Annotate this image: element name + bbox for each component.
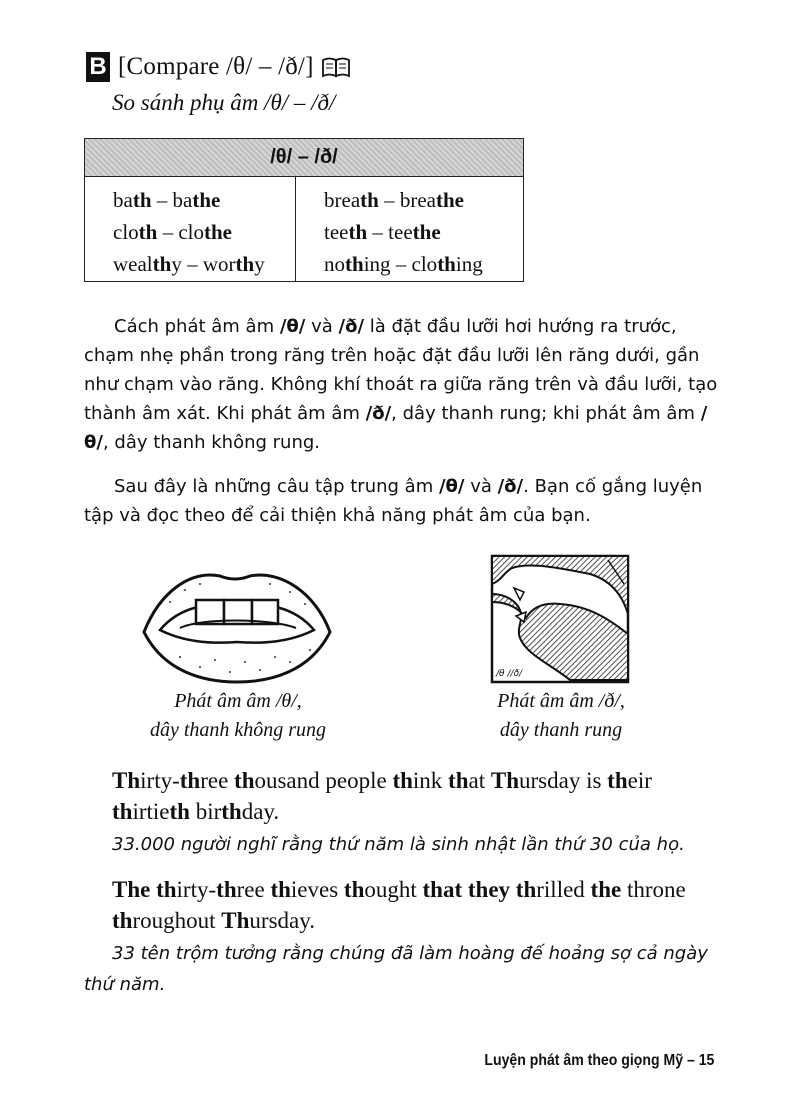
practice-sentence-2: The thirty-three thieves thought that they thrilled the throne throughout Thursday. bbox=[112, 877, 686, 933]
section-badge: B bbox=[86, 52, 110, 82]
figure-phoneme-label: /θ //ð/ bbox=[496, 669, 523, 679]
mouth-cross-section-illustration bbox=[490, 554, 630, 684]
word-pair: bath – bathe bbox=[113, 188, 221, 212]
translation-2: 33 tên trộm tưởng rằng chúng đã làm hoàng đế hoảng sợ cả ngày thứ năm. bbox=[84, 943, 708, 995]
word-pair: breath – breathe bbox=[324, 188, 464, 212]
explanation-paragraph: Cách phát âm âm /θ/ và /ð/ là đặt đầu lưỡi hơi hướng ra trước, chạm nhẹ phần trong răng trên hoặc đặt đầu lưỡi lên răng dưới, gần như chạm vào răng. Không khí thoát ra giữa răng trên và đầu lưỡi, tạo thành âm xát. Khi phát âm âm /ð/, dây thanh rung; khi phát âm âm /θ/, dây thanh không rung. bbox=[84, 316, 718, 453]
section-heading bbox=[86, 50, 351, 84]
lips-illustration bbox=[140, 562, 334, 684]
book-icon bbox=[321, 56, 351, 78]
section-title: [Compare /θ/ – /ð/] bbox=[118, 53, 314, 80]
word-pair: teeth – teethe bbox=[324, 220, 441, 244]
word-pair: cloth – clothe bbox=[113, 220, 232, 244]
comparison-table bbox=[84, 138, 524, 282]
word-pair: nothing – clothing bbox=[324, 252, 483, 276]
practice-intro-paragraph: Sau đây là những câu tập trung âm /θ/ và /ð/. Bạn cố gắng luyện tập và đọc theo để cải thiện khả năng phát âm của bạn. bbox=[84, 476, 703, 526]
translation-1: 33.000 người nghĩ rằng thứ năm là sinh nhật lần thứ 30 của họ. bbox=[112, 834, 685, 855]
figure-caption-eth: Phát âm âm /ð/, dây thanh rung bbox=[497, 690, 625, 741]
section-subtitle: So sánh phụ âm /θ/ – /ð/ bbox=[112, 90, 336, 115]
practice-sentence-1: Thirty-three thousand people think that Thursday is their thirtieth birthday. bbox=[112, 768, 652, 824]
page-footer: Luyện phát âm theo giọng Mỹ – 15 bbox=[483, 1052, 714, 1069]
table-column-left bbox=[85, 177, 296, 281]
figure-caption-theta: Phát âm âm /θ/, dây thanh không rung bbox=[149, 690, 327, 741]
table-header: /θ/ – /ð/ bbox=[85, 139, 523, 177]
table-column-right bbox=[296, 177, 523, 281]
word-pair: wealthy – worthy bbox=[113, 252, 265, 276]
